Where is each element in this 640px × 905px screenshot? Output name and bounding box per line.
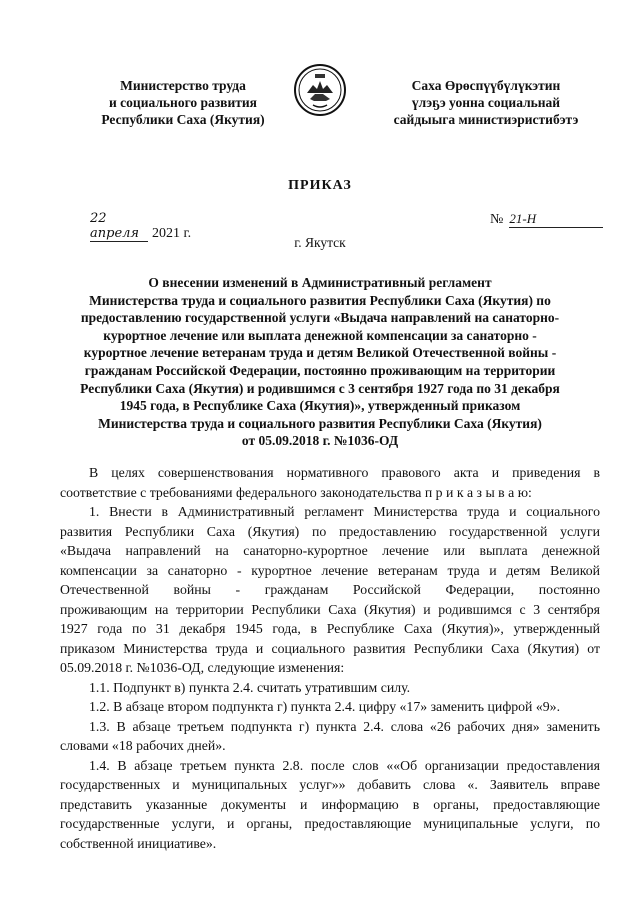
subject-line: предоставлению государственной услуги «Выдача направлений на санаторно- <box>80 310 560 326</box>
order-date <box>90 211 192 241</box>
subject-line: Республики Саха (Якутия) и родившимся с 3 сентября 1927 года по 31 декабря <box>80 380 560 396</box>
ministry-name-ru-line: Министерство труда <box>120 78 246 93</box>
handwritten-number: 21-Н <box>509 211 603 228</box>
ministry-name-sah-line: сайдыыга министиэристибэтэ <box>393 112 579 127</box>
body-line: компенсации за санаторно - курортное лечение ветеранам труда и детям Великой <box>60 562 600 578</box>
issue-city: г. Якутск <box>294 235 346 250</box>
body-line: 1. Внести в Административный регламент Министерства труда и социального <box>89 504 600 519</box>
body-line: 1927 года по 31 декабря 1945 года, в Республике Саха (Якутия)», утвержденный <box>60 621 600 636</box>
ministry-name-yakut <box>386 77 586 128</box>
subject-line: курортное лечение ветеранам труда и детям Великой Отечественной войны - <box>83 345 557 361</box>
body-line: 1.2. В абзаце втором подпункта г) пункта 2.4. цифру «17» заменить цифрой «9». <box>89 699 561 714</box>
date-year: 2021 г. <box>152 226 192 241</box>
ministry-name-sah-line: Саха Өрөспүүбүлүкэтин <box>411 78 561 93</box>
body-line: 1.4. В абзаце третьем пункта 2.8. после слов ««Об организации предоставления <box>89 757 600 773</box>
body-line: 05.09.2018 г. №1036-ОД, следующие изменения: <box>60 660 345 675</box>
ministry-name-russian <box>88 77 278 128</box>
ministry-name-ru-line: Республики Саха (Якутия) <box>101 112 265 127</box>
subject-line: 1945 года, в Республике Саха (Якутия)», утвержденный приказом <box>119 398 521 414</box>
handwritten-date: 22 апреля <box>90 211 148 242</box>
subject-line: гражданам Российской Федерации, постоянно проживающим на территории <box>84 362 556 378</box>
coat-of-arms-emblem <box>293 63 347 117</box>
subject-line: О внесении изменений в Административный регламент <box>148 275 492 290</box>
subject-line: Министерства труда и социального развития Республики Саха (Якутия) <box>98 415 542 431</box>
body-line: В целях совершенствования нормативного правового акта и приведения в <box>89 465 600 480</box>
order-subject <box>60 274 580 450</box>
body-line: 1.3. В абзаце третьем подпункта г) пункта 2.4. слова «26 рабочих дня» заменить <box>89 718 600 734</box>
body-line: проживающим на территории Республики Саха (Якутия) и родившимся с 3 сентября <box>60 601 600 617</box>
subject-line: от 05.09.2018 г. №1036-ОД <box>241 433 399 449</box>
order-body <box>60 463 600 853</box>
body-line: государственных и муниципальных услуг»» добавить слова «. Заявитель вправе <box>60 777 600 792</box>
body-line: словами «18 рабочих дней». <box>60 738 226 753</box>
body-line: представить указанные документы и информацию в органы, предоставляющие <box>60 796 600 812</box>
body-line: Отечественной войны - гражданам Российской Федерации, постоянно <box>60 582 600 597</box>
body-line: приказом Министерства труда и социального развития Республики Саха (Якутия) от <box>60 640 600 656</box>
body-line: собственной инициативе». <box>60 835 217 851</box>
document-title: ПРИКАЗ <box>288 178 352 193</box>
body-line: 1.1. Подпункт в) пункта 2.4. считать утратившим силу. <box>89 679 411 695</box>
body-line: «Выдача направлений на санаторно-курортное лечение или выплата денежной <box>60 543 600 558</box>
ministry-name-sah-line: үлэҕэ уонна социальнай <box>411 95 561 110</box>
subject-line: Министерства труда и социального развития Республики Саха (Якутия) по <box>89 292 551 308</box>
body-line: соответствие с требованиями федерального законодательства п р и к а з ы в а ю: <box>60 484 532 500</box>
body-line: развития Республики Саха (Якутия) по предоставлению государственной услуги <box>60 523 600 539</box>
number-sign: № <box>490 212 504 227</box>
body-line: государственные услуги, и органы, предоставляющие муниципальные услуги, по <box>60 816 600 831</box>
subject-line: курортное лечение или выплата денежной компенсации за санаторно - <box>103 327 537 343</box>
ministry-name-ru-line: и социального развития <box>109 95 257 110</box>
order-number <box>490 211 603 229</box>
